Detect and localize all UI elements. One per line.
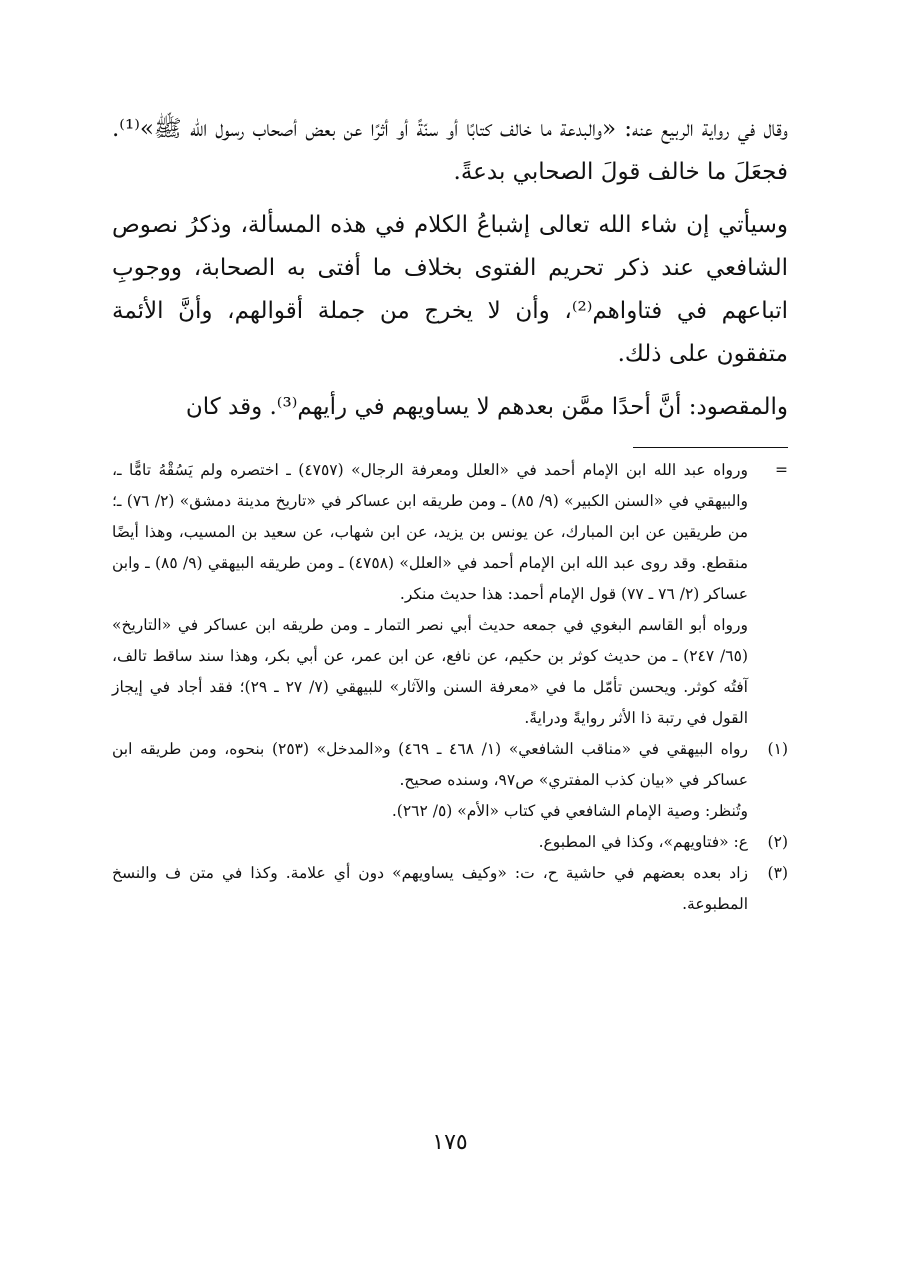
main-paragraph: وسيأتي إن شاء الله تعالى إشباعُ الكلام في هذه المسألة، وذكرُ نصوص الشافعي عند ذكر تحريم الفتوى بخلاف ما أفتى به الصحابة، ووجوبِ اتباعهم في فتاواهم⁽²⁾، وأن لا يخرج من جملة أقوالهم، وأنَّ الأئمة متفقون على ذلك.: [112, 212, 789, 367]
book-page: [112, 108, 788, 1228]
main-paragraph: والمقصود: أنَّ أحدًا ممَّن بعدهم لا يساويهم في رأيهم⁽³⁾. وقد كان: [185, 394, 788, 420]
footnote-marker: (١): [767, 740, 788, 758]
footnote-3: [112, 858, 788, 920]
main-text: [112, 108, 788, 429]
main-paragraph: وقال في رواية الربيع عنه: «والبدعة ما خالف كتابًا أو سنّةً أو أثرًا عن بعض أصحاب رسول الله ﷺ»⁽¹⁾. فجعَلَ ما خالف قولَ الصحابي بدعةً.: [112, 116, 788, 185]
footnote-marker: (٢): [767, 833, 788, 851]
footnote-paragraph: ورواه أبو القاسم البغوي في جمعه حديث أبي نصر التمار ـ ومن طريقه ابن عساكر في «التاريخ» (٦٥/ ٢٤٧) ـ من حديث كوثر بن حكيم، عن نافع، عن ابن عمر، عن أبي بكر، وهذا سند ساقط تالف، آفتُه كوثر. ويحسن تأمّل ما في «معرفة السنن والآثار» للبيهقي (٧/ ٢٧ ـ ٢٩)؛ فقد أجاد في إيجاز القول في رتبة ذا الأثر روايةً ودرايةً.: [112, 616, 748, 727]
footnote-paragraph: ع: «فتاويهم»، وكذا في المطبوع.: [538, 833, 748, 851]
footnote-continuation: [112, 455, 788, 734]
footnote-paragraph: رواه البيهقي في «مناقب الشافعي» (١/ ٤٦٨ ـ ٤٦٩) و«المدخل» (٢٥٣) بنحوه، ومن طريقه ابن عساكر في «بيان كذب المفتري» ص٩٧، وسنده صحيح.: [112, 740, 748, 789]
footnote-marker: (٣): [767, 864, 788, 882]
page-number: ١٧٥: [432, 1130, 468, 1155]
footnote-2: [112, 827, 788, 858]
footnote-body: [112, 858, 748, 920]
footnote-separator: [633, 447, 788, 448]
footnote-separator-area: [112, 429, 788, 455]
footnote-body: [112, 734, 748, 827]
footnote-body: [112, 455, 748, 734]
footnote-paragraph: وتُنظر: وصية الإمام الشافعي في كتاب «الأم» (٥/ ٢٦٢).: [391, 802, 748, 820]
footnotes: [112, 455, 788, 920]
footnote-paragraph: زاد بعده بعضهم في حاشية ح، ت: «وكيف يساويهم» دون أي علامة. وكذا في متن ف والنسخ المطبوعة.: [112, 864, 748, 913]
footnote-body: [112, 827, 748, 858]
footnote-marker: =: [775, 461, 788, 479]
footnote-paragraph: ورواه عبد الله ابن الإمام أحمد في «العلل ومعرفة الرجال» (٤٧٥٧) ـ اختصره ولم يَسُقْهُ تامًّا ـ، والبيهقي في «السنن الكبير» (٩/ ٨٥) ـ ومن طريقه ابن عساكر في «تاريخ مدينة دمشق» (٢/ ٧٦) ـ؛ من طريقين عن ابن المبارك، عن يونس بن يزيد، عن ابن شهاب، عن سعيد بن المسيب، وهذا أيضًا منقطع. وقد روى عبد الله ابن الإمام أحمد في «العلل» (٤٧٥٨) ـ ومن طريقه البيهقي (٩/ ٨٥) ـ وابن عساكر (٢/ ٧٦ ـ ٧٧) قول الإمام أحمد: هذا حديث منكر.: [112, 461, 748, 603]
footnote-1: [112, 734, 788, 827]
